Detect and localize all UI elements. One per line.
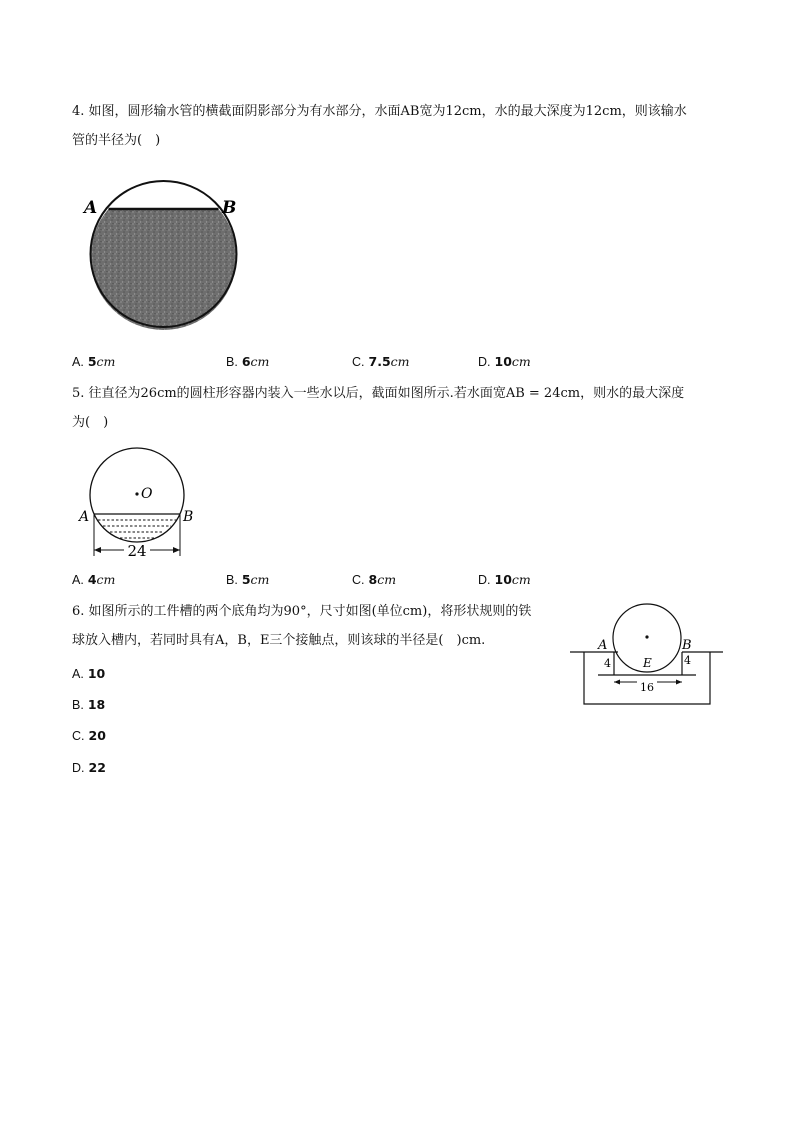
- q6-width-label: 16: [640, 681, 654, 694]
- q5-stem: [72, 379, 752, 437]
- q6-label-e: E: [643, 656, 652, 670]
- q6-label-b: B: [682, 638, 692, 653]
- q6-option-d[interactable]: D. 22: [72, 760, 106, 775]
- q5-arrowhead-right: [173, 547, 180, 553]
- q5-label-o: O: [141, 486, 153, 502]
- q6-option-b[interactable]: B. 18: [72, 697, 106, 712]
- q4-option-d[interactable]: D. 10cm: [478, 354, 531, 369]
- q4-water-region: [91, 209, 237, 330]
- q5-arrowhead-left: [94, 547, 101, 553]
- q5-width-label: 24: [127, 542, 147, 559]
- q5-label-b: B: [183, 509, 194, 525]
- q6-left-depth: 4: [604, 657, 611, 670]
- q5-stem-line1: 5. 往直径为26cm的圆柱形容器内装入一些水以后，截面如图所示.若水面宽AB = 24cm，则水的最大深度: [72, 386, 685, 401]
- q6-stem: [72, 597, 572, 655]
- q6-stem-line1: 6. 如图所示的工件槽的两个底角均为90°，尺寸如图(单位cm)，将形状规则的铁: [72, 604, 532, 619]
- q5-option-b[interactable]: B. 5cm: [226, 572, 270, 587]
- q6-label-a: A: [598, 638, 608, 653]
- q6-arrowhead-left: [614, 680, 620, 685]
- q6-stem-line2: 球放入槽内，若同时具有A，B，E三个接触点，则该球的半径是( )cm.: [72, 633, 486, 648]
- q4-label-a: A: [84, 198, 98, 218]
- q6-ball-center-dot: [645, 635, 648, 638]
- q6-groove-figure: [566, 600, 726, 710]
- q4-pipe-figure: [78, 175, 243, 330]
- q5-label-a: A: [79, 509, 90, 525]
- q5-option-d[interactable]: D. 10cm: [478, 572, 531, 587]
- q4-option-c[interactable]: C. 7.5cm: [352, 354, 410, 369]
- q5-center-dot: [135, 492, 138, 495]
- q4-stem-line1: 4. 如图，圆形输水管的横截面阴影部分为有水部分，水面AB宽为12cm，水的最大深度为12cm，则该输水: [72, 104, 687, 119]
- q6-arrowhead-right: [676, 680, 682, 685]
- q4-label-b: B: [222, 198, 237, 218]
- q5-option-c[interactable]: C. 8cm: [352, 572, 397, 587]
- q4-stem-line2: 管的半径为( ): [72, 133, 161, 148]
- q5-option-a[interactable]: A. 4cm: [72, 572, 116, 587]
- q5-container-figure: [76, 444, 201, 559]
- q5-stem-line2: 为( ): [72, 415, 109, 430]
- q4-option-b[interactable]: B. 6cm: [226, 354, 270, 369]
- q4-option-a[interactable]: A. 5cm: [72, 354, 116, 369]
- q6-right-depth: 4: [684, 654, 691, 667]
- q6-option-a[interactable]: A. 10: [72, 666, 106, 681]
- q6-option-c[interactable]: C. 20: [72, 728, 106, 743]
- q4-stem: [72, 97, 752, 155]
